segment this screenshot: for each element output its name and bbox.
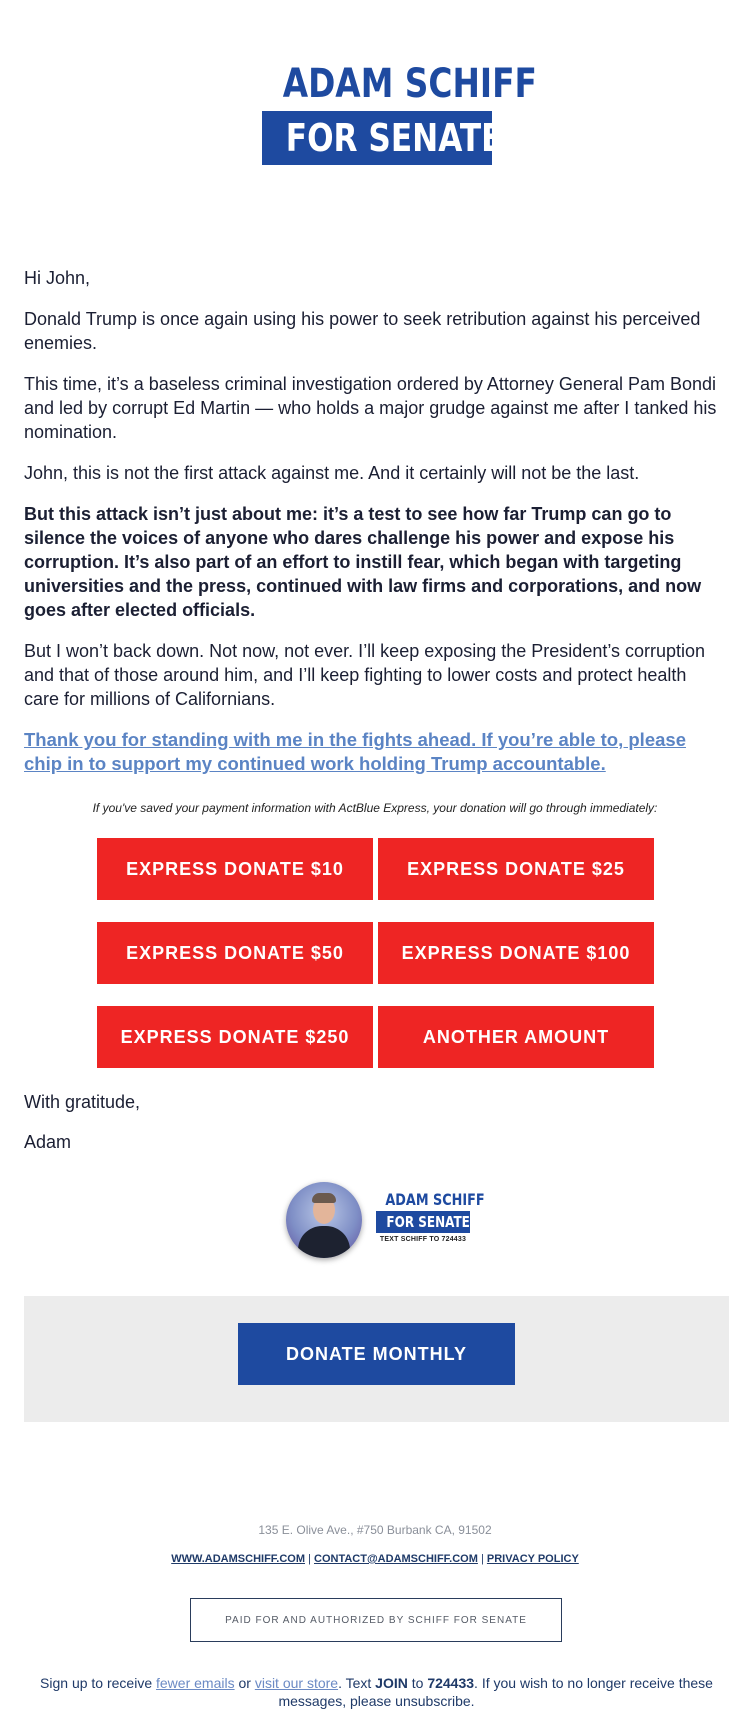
signup-text-1: Sign up to receive: [40, 1675, 156, 1691]
another-amount-button[interactable]: ANOTHER AMOUNT: [378, 1006, 654, 1068]
closing: With gratitude,: [24, 1092, 141, 1112]
signup-footer: [24, 1674, 729, 1710]
actblue-note: If you've saved your payment information with ActBlue Express, your donation will go through immediately:: [92, 801, 658, 815]
website-link[interactable]: WWW.ADAMSCHIFF.COM: [171, 1553, 306, 1565]
campaign-logo: [262, 61, 537, 165]
photo-body-shape: [298, 1226, 350, 1258]
paragraph-bold: But this attack isn’t just about me: it’s a test to see how far Trump can go to silence the voices of anyone who dares challenge his power and expose his corruption. It’s also part of an effort to instill fear, which began with targeting universities and the press, continued with law firms and corporations, and now goes after elected officials.: [24, 504, 702, 620]
express-donate-10-button[interactable]: EXPRESS DONATE $10: [97, 838, 373, 900]
contact-link[interactable]: CONTACT@ADAMSCHIFF.COM: [314, 1553, 478, 1565]
greeting: Hi John,: [24, 268, 91, 288]
signature-text-line: TEXT SCHIFF TO 724433: [379, 1236, 467, 1243]
shortcode: 724433: [427, 1675, 475, 1691]
logo-banner: [262, 111, 503, 165]
signature-logo-name: ADAM SCHIFF: [385, 1190, 485, 1209]
donate-monthly-button[interactable]: DONATE MONTHLY: [238, 1323, 515, 1385]
signer-name: Adam: [24, 1132, 72, 1152]
footer-separator-2: |: [480, 1553, 484, 1565]
express-donate-250-button[interactable]: EXPRESS DONATE $250: [97, 1006, 373, 1068]
privacy-policy-link[interactable]: PRIVACY POLICY: [486, 1553, 579, 1565]
express-donate-100-button[interactable]: EXPRESS DONATE $100: [378, 922, 654, 984]
paragraph-1: Donald Trump is once again using his power to seek retribution against his perceived enemies.: [24, 309, 701, 353]
signature-logo-banner: [376, 1211, 470, 1233]
paid-for-disclaimer: PAID FOR AND AUTHORIZED BY SCHIFF FOR SENATE: [190, 1598, 562, 1642]
express-donate-25-button[interactable]: EXPRESS DONATE $25: [378, 838, 654, 900]
visit-store-link[interactable]: visit our store: [254, 1675, 339, 1691]
footer-links: [0, 1553, 750, 1565]
signoff: [24, 1090, 140, 1170]
paragraph-2: This time, it’s a baseless criminal investigation ordered by Attorney General Pam Bondi and led by corrupt Ed Martin — who holds a major grudge against me after I tanked his nomination.: [24, 374, 717, 442]
signup-text-or: or: [234, 1675, 255, 1691]
photo-hair-shape: [312, 1193, 336, 1203]
email-body: [24, 266, 726, 793]
express-donate-50-button[interactable]: EXPRESS DONATE $50: [97, 922, 373, 984]
signup-text-to: to: [407, 1675, 428, 1691]
footer-separator-1: |: [308, 1553, 311, 1565]
signup-text-3: . If you wish to no longer receive these messages, please unsubscribe.: [278, 1675, 713, 1709]
candidate-photo: [286, 1182, 362, 1258]
signup-text-2: . Text: [338, 1675, 376, 1691]
paragraph-3: John, this is not the first attack against me. And it certainly will not be the last.: [24, 463, 640, 483]
paragraph-5: But I won’t back down. Not now, not ever. I’ll keep exposing the President’s corruption and that of those around him, and I’ll keep fighting to lower costs and protect health care for millions of Californians.: [24, 641, 706, 709]
join-keyword: JOIN: [375, 1675, 408, 1691]
footer-address: 135 E. Olive Ave., #750 Burbank CA, 91502: [258, 1523, 492, 1537]
fewer-emails-link[interactable]: fewer emails: [156, 1675, 235, 1691]
logo-name: ADAM SCHIFF: [282, 61, 537, 107]
logo-banner-text: FOR SENATE: [285, 116, 503, 160]
chip-in-link[interactable]: Thank you for standing with me in the fights ahead. If you’re able to, please chip in to support my continued work holding Trump accountable.: [24, 729, 686, 774]
signature-logo: [376, 1190, 485, 1243]
signature-logo-banner-text: FOR SENATE: [386, 1213, 470, 1231]
